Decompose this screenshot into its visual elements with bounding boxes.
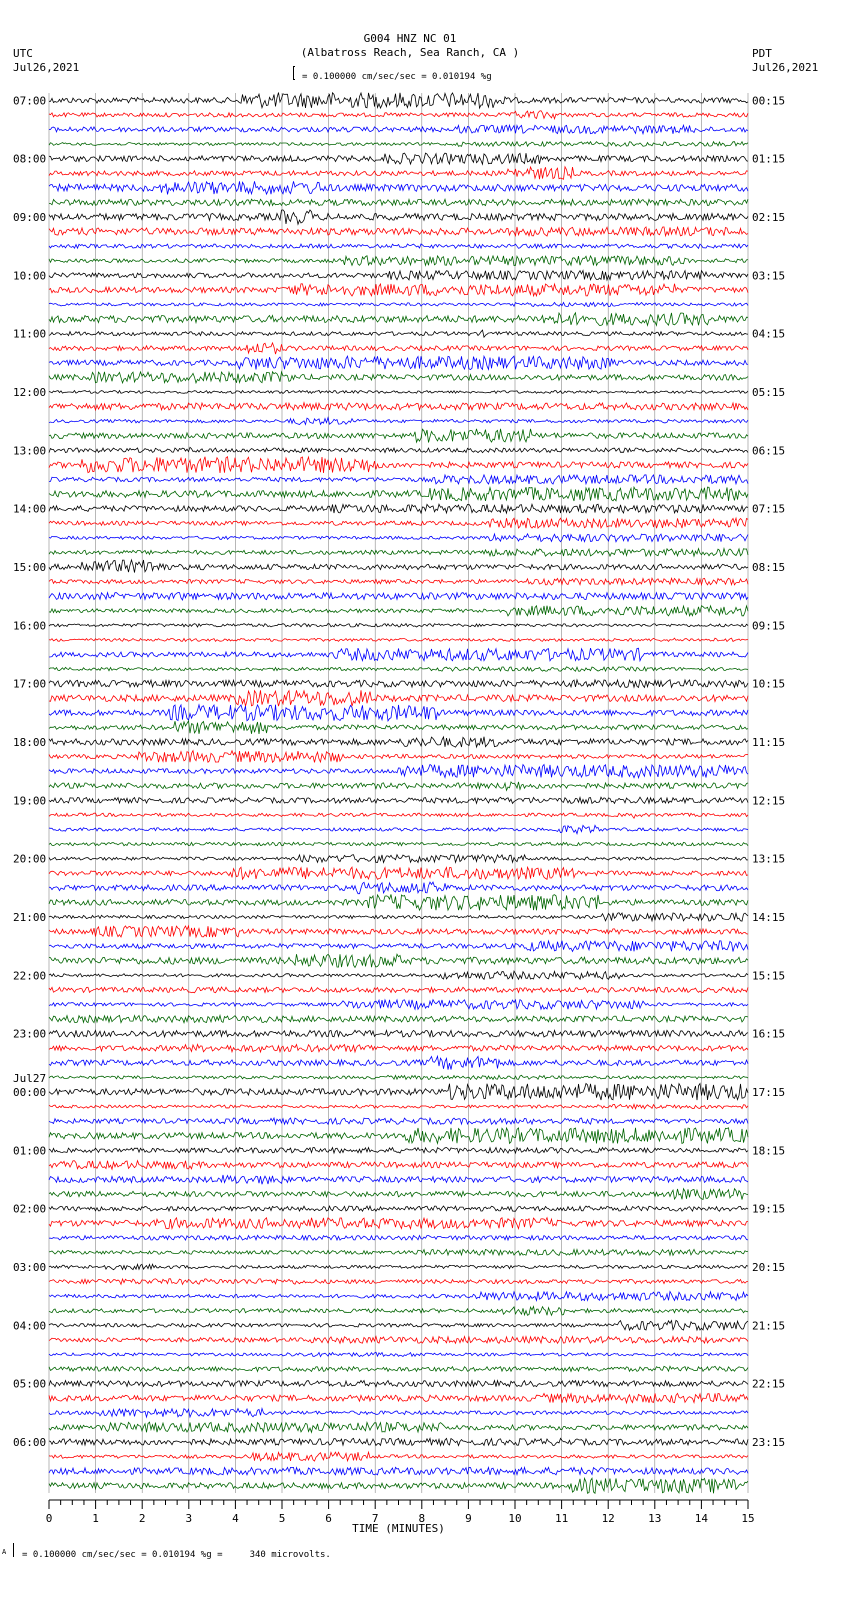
trace-10 <box>49 227 748 236</box>
pdt-hour-label: 17:15 <box>752 1085 786 1099</box>
utc-hour-label: 13:00 <box>13 444 47 458</box>
pdt-hour-label: 06:15 <box>752 444 786 458</box>
x-tick-label: 3 <box>185 1512 193 1525</box>
x-tick-label: 13 <box>648 1512 662 1525</box>
trace-1 <box>49 93 748 109</box>
utc-hour-label: 19:00 <box>13 794 47 808</box>
trace-65 <box>49 1030 748 1037</box>
trace-82 <box>49 1279 748 1285</box>
trace-39 <box>49 648 748 661</box>
trace-38 <box>49 638 748 641</box>
trace-4 <box>49 142 748 147</box>
trace-15 <box>49 302 748 306</box>
right-timezone: PDT <box>752 47 772 60</box>
pdt-hour-label: 21:15 <box>752 1319 786 1333</box>
trace-35 <box>49 593 748 601</box>
station-location: (Albatross Reach, Sea Ranch, CA ) <box>300 46 520 59</box>
trace-77 <box>49 1206 748 1211</box>
trace-33 <box>49 560 748 573</box>
pdt-hour-label: 04:15 <box>752 327 786 341</box>
trace-61 <box>49 971 748 979</box>
utc-hour-label: 14:00 <box>13 502 47 516</box>
trace-24 <box>49 429 748 443</box>
trace-31 <box>49 534 748 542</box>
trace-75 <box>49 1175 748 1184</box>
utc-hour-label: 02:00 <box>13 1202 47 1216</box>
trace-27 <box>49 475 748 484</box>
trace-90 <box>49 1393 748 1403</box>
pdt-hour-label: 14:15 <box>752 910 786 924</box>
trace-78 <box>49 1218 748 1229</box>
left-date: Jul26,2021 <box>13 61 80 74</box>
x-tick-label: 8 <box>418 1512 426 1525</box>
utc-hour-label: 01:00 <box>13 1144 47 1158</box>
trace-63 <box>49 1000 748 1010</box>
trace-70 <box>49 1104 748 1108</box>
trace-68 <box>49 1075 748 1079</box>
utc-hour-label: 07:00 <box>13 94 47 108</box>
scale-text: = 0.100000 cm/sec/sec = 0.010194 %g <box>302 72 492 82</box>
trace-95 <box>49 1467 748 1475</box>
trace-7 <box>49 181 748 194</box>
utc-hour-label: 15:00 <box>13 560 47 574</box>
pdt-hour-label: 02:15 <box>752 210 786 224</box>
trace-40 <box>49 667 748 671</box>
utc-hour-label: 06:00 <box>13 1435 47 1449</box>
pdt-hour-label: 07:15 <box>752 502 786 516</box>
utc-hour-label: 00:00 <box>13 1085 47 1099</box>
trace-56 <box>49 894 748 910</box>
trace-64 <box>49 1015 748 1022</box>
utc-hour-label: 09:00 <box>13 210 47 224</box>
trace-92 <box>49 1422 748 1432</box>
x-tick-label: 15 <box>741 1512 755 1525</box>
right-date: Jul26,2021 <box>752 61 819 74</box>
utc-hour-label: 11:00 <box>13 327 47 341</box>
trace-25 <box>49 447 748 452</box>
x-tick-label: 12 <box>601 1512 615 1525</box>
trace-73 <box>49 1148 748 1154</box>
utc-hour-label: 08:00 <box>13 152 47 166</box>
trace-45 <box>49 737 748 747</box>
trace-72 <box>49 1128 748 1144</box>
trace-62 <box>49 987 748 993</box>
pdt-hour-label: 12:15 <box>752 794 786 808</box>
x-tick-label: 9 <box>465 1512 472 1525</box>
utc-hour-label: 23:00 <box>13 1027 47 1041</box>
x-tick-label: 1 <box>92 1512 99 1525</box>
pdt-hour-label: 15:15 <box>752 969 786 983</box>
x-tick-label: 7 <box>371 1512 379 1525</box>
trace-57 <box>49 913 748 921</box>
trace-5 <box>49 153 748 164</box>
trace-37 <box>49 624 748 627</box>
trace-58 <box>49 926 748 937</box>
trace-48 <box>49 782 748 790</box>
trace-19 <box>49 356 748 369</box>
trace-36 <box>49 606 748 616</box>
trace-93 <box>49 1438 748 1445</box>
trace-18 <box>49 343 748 354</box>
utc-hour-label: 21:00 <box>13 910 47 924</box>
footer-scale-text: = 0.100000 cm/sec/sec = 0.010194 %g = 340 microvolts. <box>22 1550 331 1560</box>
trace-60 <box>49 954 748 967</box>
trace-3 <box>49 125 748 134</box>
utc-hour-label: 18:00 <box>13 735 47 749</box>
trace-20 <box>49 372 748 383</box>
trace-14 <box>49 284 748 296</box>
trace-42 <box>49 690 748 706</box>
utc-hour-label: 05:00 <box>13 1377 47 1391</box>
pdt-hour-label: 11:15 <box>752 735 786 749</box>
utc-hour-label: 03:00 <box>13 1260 47 1274</box>
trace-44 <box>49 721 748 734</box>
trace-71 <box>49 1118 748 1124</box>
trace-49 <box>49 797 748 803</box>
trace-74 <box>49 1161 748 1170</box>
trace-51 <box>49 825 748 833</box>
utc-hour-label: 16:00 <box>13 619 47 633</box>
trace-55 <box>49 882 748 894</box>
trace-34 <box>49 578 748 585</box>
trace-89 <box>49 1381 748 1387</box>
x-tick-label: 2 <box>138 1512 146 1525</box>
trace-85 <box>49 1320 748 1330</box>
trace-13 <box>49 271 748 280</box>
trace-16 <box>49 313 748 326</box>
utc-hour-label: 20:00 <box>13 852 47 866</box>
station-title: G004 HNZ NC 01 <box>363 32 457 45</box>
trace-23 <box>49 418 748 425</box>
x-tick-label: 10 <box>508 1512 522 1525</box>
pdt-hour-label: 03:15 <box>752 269 786 283</box>
utc-hour-label: 17:00 <box>13 677 47 691</box>
trace-96 <box>49 1478 748 1493</box>
trace-8 <box>49 199 748 205</box>
trace-9 <box>49 210 748 224</box>
footer-scale-prefix: A <box>2 1548 7 1556</box>
trace-59 <box>49 941 748 952</box>
trace-17 <box>49 330 748 337</box>
footer-scale-bar-icon <box>13 1543 14 1557</box>
trace-53 <box>49 855 748 863</box>
date-change-label: Jul27 <box>13 1071 47 1085</box>
x-axis-title: TIME (MINUTES) <box>352 1522 445 1535</box>
trace-66 <box>49 1044 748 1052</box>
trace-86 <box>49 1337 748 1344</box>
x-tick-label: 4 <box>232 1512 239 1525</box>
trace-76 <box>49 1189 748 1200</box>
pdt-hour-label: 00:15 <box>752 94 786 108</box>
pdt-hour-label: 22:15 <box>752 1377 786 1391</box>
trace-28 <box>49 487 748 501</box>
trace-91 <box>49 1409 748 1418</box>
trace-88 <box>49 1366 748 1371</box>
trace-26 <box>49 457 748 473</box>
x-tick-label: 14 <box>694 1512 709 1525</box>
trace-84 <box>49 1307 748 1316</box>
pdt-hour-label: 01:15 <box>752 152 786 166</box>
pdt-hour-label: 05:15 <box>752 385 786 399</box>
trace-87 <box>49 1352 748 1356</box>
utc-hour-label: 22:00 <box>13 969 47 983</box>
x-tick-label: 5 <box>278 1512 286 1525</box>
trace-2 <box>49 111 748 119</box>
trace-52 <box>49 842 748 845</box>
pdt-hour-label: 18:15 <box>752 1144 786 1158</box>
trace-6 <box>49 167 748 180</box>
trace-47 <box>49 765 748 778</box>
trace-29 <box>49 504 748 513</box>
utc-hour-label: 04:00 <box>13 1319 47 1333</box>
trace-46 <box>49 751 748 763</box>
pdt-hour-label: 10:15 <box>752 677 786 691</box>
utc-hour-label: 10:00 <box>13 269 47 283</box>
pdt-hour-label: 08:15 <box>752 560 786 574</box>
trace-32 <box>49 549 748 557</box>
x-tick-label: 11 <box>554 1512 569 1525</box>
trace-69 <box>49 1084 748 1101</box>
trace-54 <box>49 867 748 879</box>
trace-80 <box>49 1249 748 1255</box>
pdt-hour-label: 19:15 <box>752 1202 786 1216</box>
trace-11 <box>49 244 748 248</box>
pdt-hour-label: 09:15 <box>752 619 786 633</box>
trace-81 <box>49 1264 748 1269</box>
x-tick-label: 6 <box>325 1512 332 1525</box>
utc-hour-label: 12:00 <box>13 385 47 399</box>
trace-22 <box>49 403 748 411</box>
trace-21 <box>49 390 748 393</box>
trace-43 <box>49 705 748 721</box>
trace-94 <box>49 1452 748 1461</box>
pdt-hour-label: 23:15 <box>752 1435 786 1449</box>
trace-12 <box>49 256 748 266</box>
pdt-hour-label: 13:15 <box>752 852 786 866</box>
pdt-hour-label: 16:15 <box>752 1027 786 1041</box>
trace-50 <box>49 813 748 818</box>
trace-67 <box>49 1056 748 1069</box>
trace-83 <box>49 1292 748 1301</box>
trace-41 <box>49 680 748 688</box>
trace-30 <box>49 518 748 528</box>
pdt-hour-label: 20:15 <box>752 1260 786 1274</box>
left-timezone: UTC <box>13 47 33 60</box>
x-tick-label: 0 <box>45 1512 53 1525</box>
trace-79 <box>49 1235 748 1240</box>
